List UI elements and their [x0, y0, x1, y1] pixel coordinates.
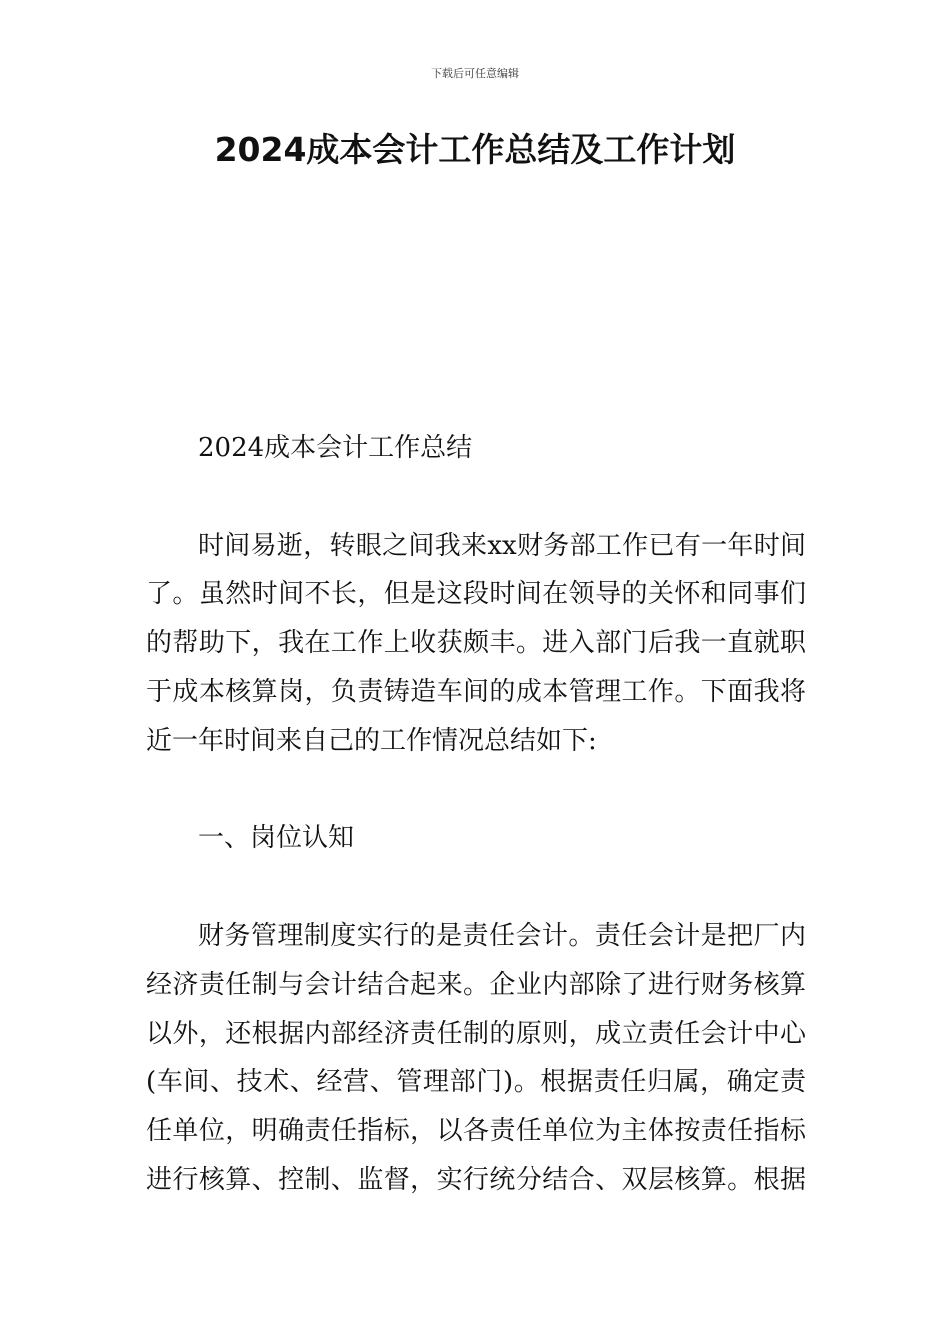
header-note: 下载后可任意编辑: [431, 67, 519, 80]
subheading-post-awareness: 一、岗位认知: [198, 823, 355, 854]
paragraph-line: 近一年时间来自己的工作情况总结如下:: [146, 725, 597, 756]
paragraph-line: 进行核算、控制、监督，实行统分结合、双层核算。根据: [146, 1164, 806, 1195]
paragraph-line: 以外，还根据内部经济责任制的原则，成立责任会计中心: [146, 1018, 806, 1049]
paragraph-line: 任单位，明确责任指标，以各责任单位为主体按责任指标: [146, 1116, 806, 1147]
paragraph-line: (车间、技术、经营、管理部门)。根据责任归属，确定责: [146, 1067, 806, 1098]
section-heading: 2024成本会计工作总结: [198, 433, 473, 463]
paragraph-line: 了。虽然时间不长，但是这段时间在领导的关怀和同事们: [146, 579, 806, 610]
document-body: [146, 424, 806, 1205]
paragraph-line: 时间易逝，转眼之间我来xx财务部工作已有一年时间: [198, 530, 806, 561]
paragraph-gap: [146, 863, 806, 912]
paragraph-line: 财务管理制度实行的是责任会计。责任会计是把厂内: [198, 920, 806, 951]
paragraph-gap: [146, 473, 806, 522]
paragraph-line: 的帮助下，我在工作上收获颇丰。进入部门后我一直就职: [146, 628, 806, 659]
paragraph-gap: [146, 766, 806, 815]
paragraph-line: 于成本核算岗，负责铸造车间的成本管理工作。下面我将: [146, 676, 806, 707]
paragraph-line: 经济责任制与会计结合起来。企业内部除了进行财务核算: [146, 969, 806, 1000]
document-title: 2024成本会计工作总结及工作计划: [214, 130, 736, 169]
